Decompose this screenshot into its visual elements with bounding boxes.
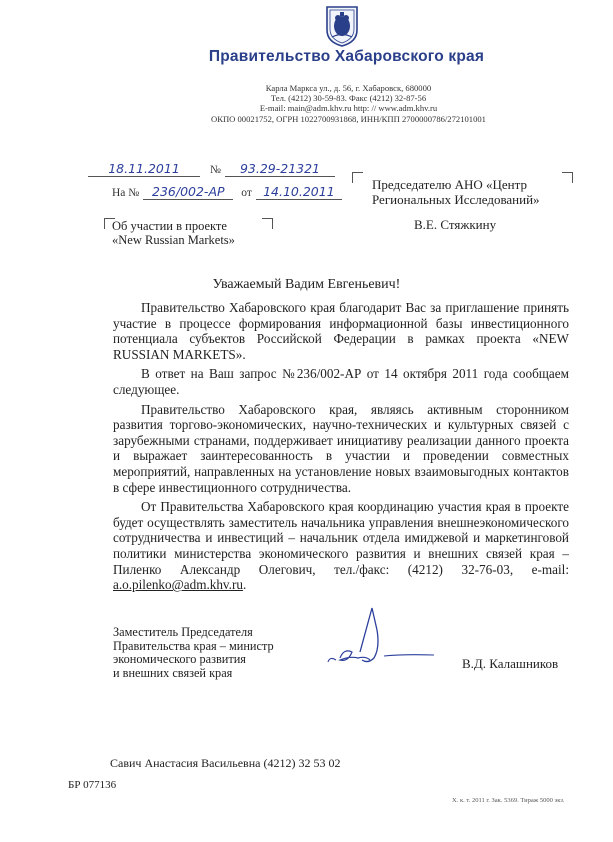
paragraph-text: От Правительства Хабаровского края координацию участия края в проекте будет осуществлять заместитель начальника управления внешнеэкономического сотрудничества и инвестиций – начальник отдела имиджевой и маркетинговой политики министерства экономического развития и внешних связей края – Пиленко Александр Олегович, тел./факс: (4212) 32-76-03, e-mail: (113, 499, 569, 577)
signatory-title-line: Заместитель Председателя (113, 625, 253, 639)
reference-date: 14.10.2011 (256, 184, 342, 200)
subject-line: «New Russian Markets» (112, 233, 235, 247)
corner-mark (262, 218, 273, 229)
registration-date-row (88, 160, 335, 178)
reference-row (112, 183, 342, 201)
signatory-name: В.Д. Калашников (462, 656, 559, 671)
paragraph (113, 499, 569, 593)
contact-email-link[interactable]: a.o.pilenko@adm.khv.ru (113, 577, 243, 593)
signatory-title-line: и внешних связей края (113, 665, 233, 680)
number-label: № (210, 164, 221, 176)
address-block (0, 83, 613, 124)
registration-date: 18.11.2011 (88, 161, 200, 177)
recipient-name: В.Е. Стяжкину (414, 217, 497, 232)
coat-of-arms-icon (324, 4, 360, 48)
registration-number: 93.29-21321 (225, 161, 335, 177)
paragraph: Правительство Хабаровского края, являясь активным сторонником развития торгово-экономических, научно-технических и культурных связей с зарубежными странами, поддерживает инициативу реализации данного проекта и выражает заинтересованность в участии и проведении совместных мероприятий, направленных на установление новых взаимовыгодных контактов в сфере инвестиционного сотрудничества. (113, 401, 569, 495)
letter-body (113, 300, 569, 597)
recipient-line: Региональных Исследований» (372, 192, 540, 207)
email-line: E-mail: main@adm.khv.ru http: // www.adm.khv.ru (259, 103, 438, 114)
signatory-title (113, 626, 274, 680)
subject-line: Об участии в проекте (112, 219, 227, 233)
codes-line: ОКПО 00021752, ОГРН 1022700931868, ИНН/КПП 2700000786/272101001 (211, 113, 486, 124)
print-info: Х. к. т. 2011 г. Зак. 5369. Тираж 5000 экз. (452, 797, 565, 804)
reference-label: На № (112, 187, 140, 199)
paragraph: В ответ на Ваш запрос №236/002-АР от 14 октября 2011 года сообщаем следующее. (113, 366, 569, 397)
corner-mark (352, 172, 363, 183)
address-line: Карла Маркса ул., д. 56, г. Хабаровск, 680000 (265, 83, 432, 93)
paragraph: Правительство Хабаровского края благодарит Вас за приглашение принять участие в процессе формирования информационной базы инвестиционного потенциала субъектов Российской Федерации в рамках проекта «NEW RUSSIAN MARKETS». (113, 300, 569, 362)
phone-line: Тел. (4212) 30-59-83. Факс (4212) 32-87-56 (270, 93, 427, 104)
organization-title: Правительство Хабаровского края (208, 48, 485, 65)
recipient-line: Председателю АНО «Центр (372, 177, 527, 192)
recipient-block (372, 177, 582, 232)
handwritten-signature (322, 600, 442, 670)
paragraph-end: . (242, 577, 247, 593)
greeting: Уважаемый Вадим Евгеньевич! (212, 277, 401, 292)
subject-block (112, 219, 235, 247)
signatory-title-line: Правительства края – министр (113, 638, 274, 653)
signatory-title-line: экономического развития (113, 652, 246, 667)
executor-contact: Савич Анастасия Васильевна (4212) 32 53 02 (110, 756, 341, 770)
serial-number: БР 077136 (68, 779, 117, 791)
reference-number: 236/002-АР (143, 184, 233, 200)
from-label: от (241, 187, 252, 199)
